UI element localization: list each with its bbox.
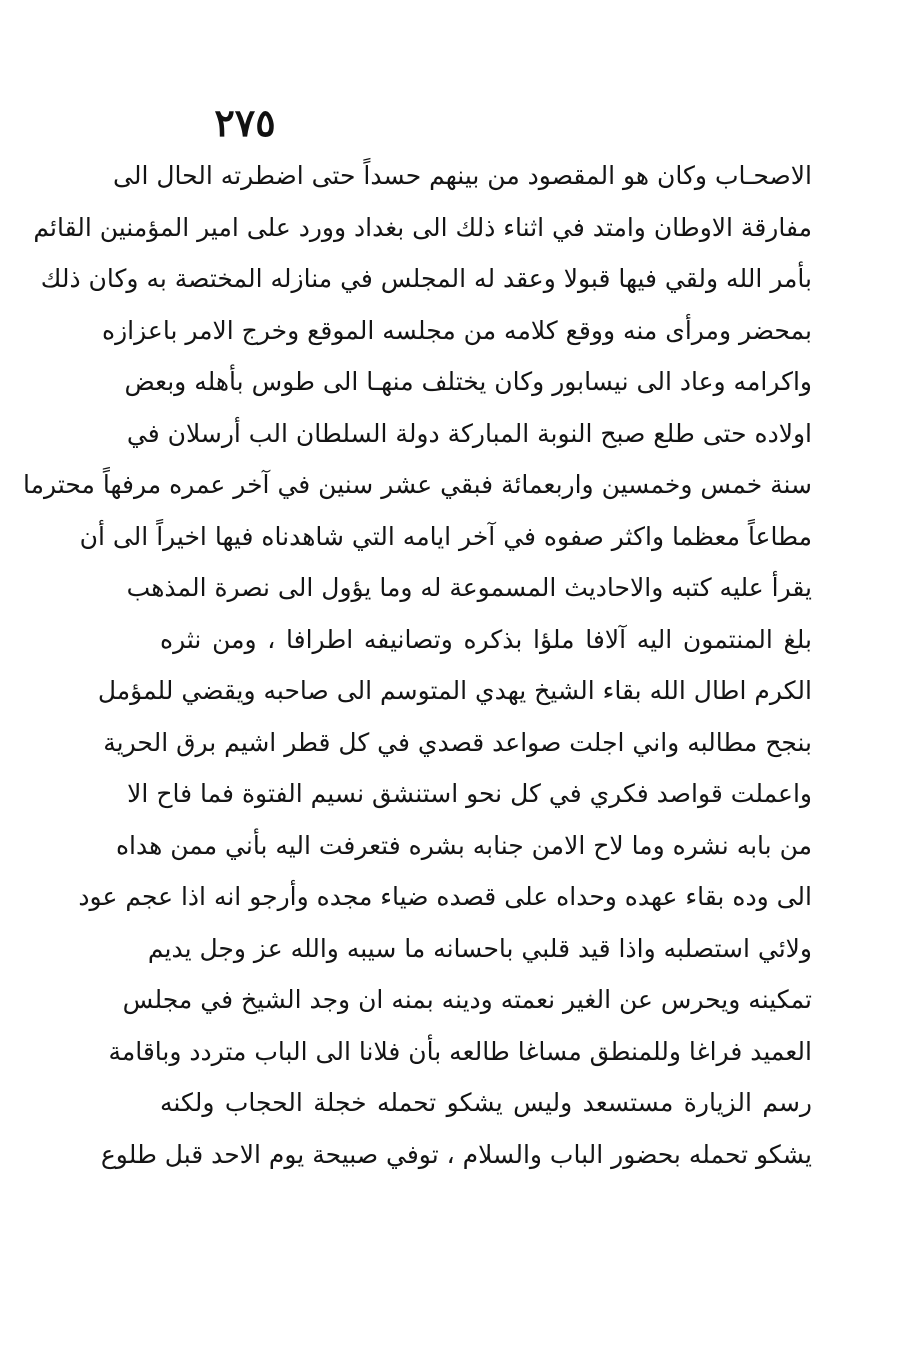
text-line: بلغ المنتمون اليه آلافا ملؤا بذكره وتصانيفه اطرافا ، ومن نثره bbox=[160, 624, 812, 654]
text-line: الى وده بقاء عهده وحداه على قصده ضياء مجده وأرجو انه اذا عجم عود bbox=[78, 882, 812, 911]
text-line: بنجح مطالبه واني اجلت صواعد قصدي في كل قطر اشيم برق الحرية bbox=[103, 727, 812, 757]
text-line: واعملت قواصد فكري في كل نحو استنشق نسيم الفتوة فما فاح الا bbox=[127, 779, 812, 808]
text-line: اولاده حتى طلع صبح النوبة المباركة دولة السلطان الب أرسلان في bbox=[126, 418, 812, 448]
text-line: الاصحـاب وكان هو المقصود من بينهم حسداً حتى اضطرته الحال الى bbox=[113, 161, 812, 190]
text-line: الكرم اطال الله بقاء الشيخ يهدي المتوسم الى صاحبه ويقضي للمؤمل bbox=[97, 676, 812, 705]
text-line: مطاعاً معظما واكثر صفوه في آخر ايامه التي شاهدناه فيها اخيراً الى أن bbox=[79, 521, 812, 551]
text-line: تمكينه ويحرس عن الغير نعمته ودينه بمنه ان وجد الشيخ في مجلس bbox=[122, 985, 812, 1014]
text-line: ولائي استصلبه واذا قيد قلبي باحسانه ما سيبه والله عز وجل يديم bbox=[147, 933, 812, 963]
text-line: سنة خمس وخمسين واربعمائة فبقي عشر سنين في آخر عمره مرفهاً محترما bbox=[23, 470, 812, 499]
text-line: يقرأ عليه كتبه والاحاديث المسموعة له وما يؤول الى نصرة المذهب bbox=[126, 573, 812, 602]
page-number: ٢٧٥ bbox=[214, 100, 276, 145]
text-line: يشكو تحمله بحضور الباب والسلام ، توفي صبيحة يوم الاحد قبل طلوع bbox=[100, 1139, 812, 1169]
text-line: بأمر الله ولقي فيها قبولا وعقد له المجلس في منازله المختصة به وكان ذلك bbox=[40, 264, 812, 293]
text-line: بمحضر ومرأى منه ووقع كلامه من مجلسه الموقع وخرج الامر باعزازه bbox=[102, 315, 812, 345]
text-line: مفارقة الاوطان وامتد في اثناء ذلك الى بغداد وورد على امير المؤمنين القائم bbox=[33, 212, 812, 242]
body-text bbox=[23, 150, 812, 1180]
text-line: رسم الزيارة مستسعد وليس يشكو تحمله خجلة الحجاب ولكنه bbox=[160, 1088, 812, 1117]
text-line: العميد فراغا وللمنطق مساغا طالعه بأن فلانا الى الباب متردد وباقامة bbox=[108, 1036, 812, 1066]
text-line: واكرامه وعاد الى نيسابور وكان يختلف منهـا الى طوس بأهله وبعض bbox=[124, 367, 812, 396]
text-line: من بابه نشره وما لاح الامن جنابه بشره فتعرفت اليه بأني ممن هداه bbox=[115, 830, 812, 860]
